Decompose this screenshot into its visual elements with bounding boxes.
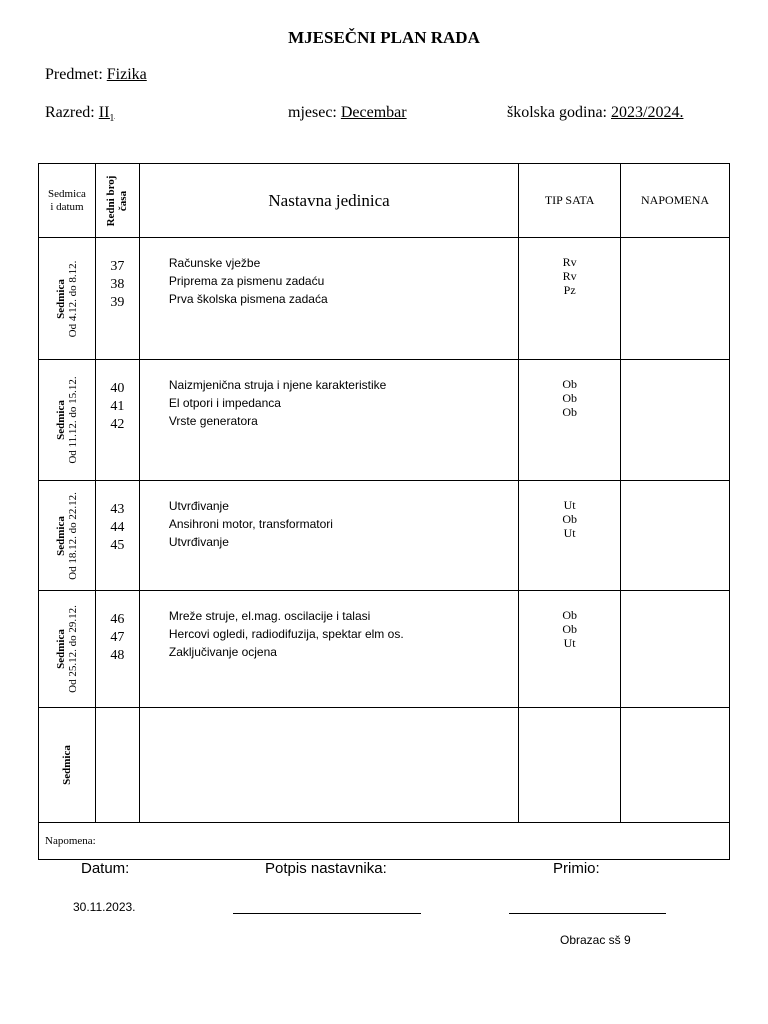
lesson-types: Rv Rv Pz bbox=[519, 238, 621, 360]
lesson-types: Ob Ob Ob bbox=[519, 360, 621, 481]
primio-signature-line bbox=[509, 913, 666, 914]
header-sedmica-datum: Sedmica i datum bbox=[39, 164, 96, 238]
table-header-row bbox=[39, 164, 730, 238]
lesson-topics bbox=[139, 708, 518, 823]
lesson-topics: Naizmjenična struja i njene karakteristike El otpori i impedanca Vrste generatora bbox=[139, 360, 518, 481]
napomena-cell bbox=[621, 238, 730, 360]
week-cell: Sedmica Od 4.12. do 8.12. bbox=[39, 238, 96, 360]
plan-table bbox=[38, 163, 730, 860]
razred-value: $II_1$ bbox=[98, 104, 115, 125]
napomena-cell bbox=[621, 481, 730, 591]
document-title: MJESEČNI PLAN RADA bbox=[288, 28, 480, 47]
razred-line bbox=[45, 104, 114, 124]
napomena-footer: Napomena: bbox=[39, 823, 730, 860]
lesson-topics: Utvrđivanje Ansihroni motor, transformatori Utvrđivanje bbox=[139, 481, 518, 591]
lesson-numbers: 46 47 48 bbox=[95, 591, 139, 708]
week-cell: Sedmica Od 11.12. do 15.12. bbox=[39, 360, 96, 481]
predmet-label: Predmet: bbox=[45, 66, 103, 83]
mjesec-line bbox=[288, 104, 407, 122]
week-cell: Sedmica bbox=[39, 708, 96, 823]
table-row bbox=[39, 238, 730, 360]
table-row bbox=[39, 591, 730, 708]
table-napomena-row bbox=[39, 823, 730, 860]
lesson-numbers: 37 38 39 bbox=[95, 238, 139, 360]
godina-label: školska godina: bbox=[507, 104, 607, 121]
godina-value: 2023/2024. bbox=[611, 104, 684, 121]
lesson-types: Ob Ob Ut bbox=[519, 591, 621, 708]
godina-line bbox=[507, 104, 683, 122]
lesson-types: Ut Ob Ut bbox=[519, 481, 621, 591]
header-nastavna-jedinica: Nastavna jedinica bbox=[139, 164, 518, 238]
lesson-types bbox=[519, 708, 621, 823]
table-row bbox=[39, 360, 730, 481]
lesson-topics: Mreže struje, el.mag. oscilacije i talasi Hercovi ogledi, radiodifuzija, spektar elm os. Zaključivanje ocjena bbox=[139, 591, 518, 708]
napomena-cell bbox=[621, 360, 730, 481]
napomena-cell bbox=[621, 708, 730, 823]
header-redni-broj: Redni broj časa bbox=[95, 164, 139, 238]
week-cell: Sedmica Od 18.12. do 22.12. bbox=[39, 481, 96, 591]
mjesec-label: mjesec: bbox=[288, 104, 337, 121]
datum-label: Datum: bbox=[81, 860, 130, 877]
header-tip-sata: TIP SATA bbox=[519, 164, 621, 238]
lesson-numbers: 43 44 45 bbox=[95, 481, 139, 591]
lesson-numbers: 40 41 42 bbox=[95, 360, 139, 481]
predmet-line bbox=[45, 66, 147, 84]
primio-label: Primio: bbox=[553, 860, 600, 877]
datum-value: 30.11.2023. bbox=[73, 900, 136, 914]
obrazac-label: Obrazac sš 9 bbox=[560, 933, 631, 947]
razred-label: Razred: bbox=[45, 104, 95, 121]
lesson-numbers bbox=[95, 708, 139, 823]
table-row bbox=[39, 481, 730, 591]
mjesec-value: Decembar bbox=[340, 104, 407, 121]
lesson-topics: Računske vježbe Priprema za pismenu zadaću Prva školska pismena zadaća bbox=[139, 238, 518, 360]
table-row bbox=[39, 708, 730, 823]
predmet-value: Fizika bbox=[106, 66, 147, 83]
header-napomena: NAPOMENA bbox=[621, 164, 730, 238]
potpis-signature-line bbox=[233, 913, 421, 914]
week-cell: Sedmica Od 25.12. do 29.12. bbox=[39, 591, 96, 708]
napomena-cell bbox=[621, 591, 730, 708]
potpis-label: Potpis nastavnika: bbox=[265, 860, 387, 877]
